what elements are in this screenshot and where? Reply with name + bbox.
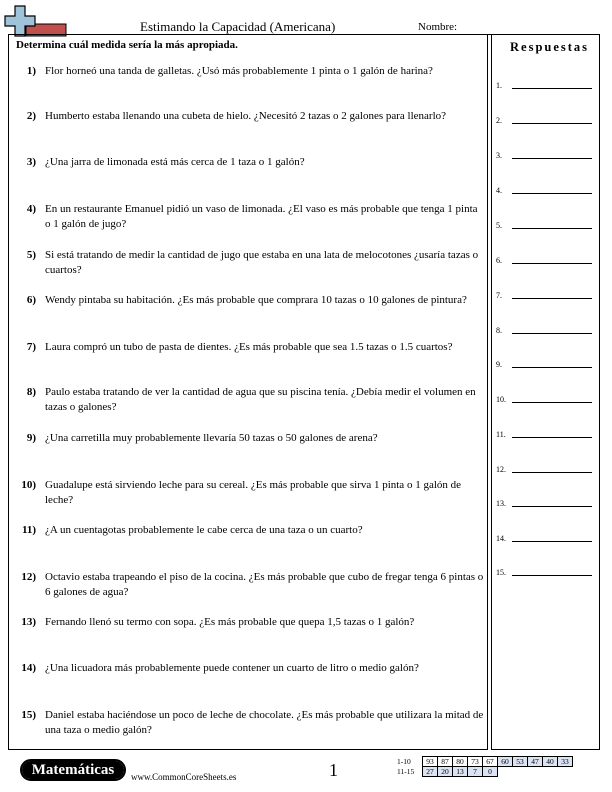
- answer-line[interactable]: [512, 88, 592, 89]
- answer-number: 1.: [496, 81, 502, 90]
- answer-line[interactable]: [512, 123, 592, 124]
- answer-line[interactable]: [512, 228, 592, 229]
- answer-number: 11.: [496, 430, 506, 439]
- answer-number: 7.: [496, 291, 502, 300]
- question-text: ¿A un cuentagotas probablemente le cabe cerca de una taza o un cuarto?: [45, 524, 363, 536]
- answer-row: [496, 216, 596, 230]
- answer-number: 6.: [496, 256, 502, 265]
- question-number: 1): [26, 65, 36, 77]
- answer-row: [496, 529, 596, 543]
- answer-line[interactable]: [512, 402, 592, 403]
- answer-row: [496, 111, 596, 125]
- question-text: Flor horneó una tanda de galletas. ¿Usó más probablemente 1 pinta o 1 galón de harina?: [45, 65, 433, 77]
- score-cell: 40: [543, 757, 558, 767]
- answer-row: [496, 321, 596, 335]
- score-row: [397, 757, 573, 767]
- question-number: 5): [26, 249, 36, 261]
- score-cell: 27: [423, 767, 438, 777]
- question-text: Paulo estaba tratando de ver la cantidad de agua que su piscina tenía. ¿Debía medir el volumen en tazas o galones?: [45, 386, 476, 413]
- question-text: Guadalupe está sirviendo leche para su cereal. ¿Es más probable que sirva 1 pinta o 1 galón de leche?: [45, 479, 462, 506]
- score-cell: 20: [438, 767, 453, 777]
- score-cell: 60: [498, 757, 513, 767]
- footer-badge: [20, 759, 126, 781]
- answer-number: 2.: [496, 116, 502, 125]
- question-number: 7): [26, 341, 36, 353]
- name-label: Nombre:: [418, 21, 458, 33]
- answer-row: [496, 494, 596, 508]
- answer-number: 14.: [496, 534, 506, 543]
- score-cell: 7: [468, 767, 483, 777]
- score-cell: 47: [528, 757, 543, 767]
- answer-number: 9.: [496, 360, 502, 369]
- answer-row: [496, 146, 596, 160]
- answers-title: Respuestas: [510, 40, 590, 54]
- question-text: ¿Una carretilla muy probablemente llevaría 50 tazas o 50 galones de arena?: [45, 432, 378, 444]
- answer-row: [496, 181, 596, 195]
- answer-line[interactable]: [512, 193, 592, 194]
- question-text: Fernando llenó su termo con sopa. ¿Es más probable que quepa 1,5 tazas o 1 galón?: [45, 616, 415, 628]
- score-cell: 67: [483, 757, 498, 767]
- instructions: Determina cuál medida sería la más apropiada.: [16, 39, 238, 51]
- question-number: 4): [26, 203, 36, 215]
- question-number: 15): [21, 709, 36, 721]
- answer-number: 12.: [496, 465, 506, 474]
- question-number: 11): [21, 524, 36, 536]
- answer-line[interactable]: [512, 472, 592, 473]
- question-text: Si está tratando de medir la cantidad de jugo que estaba en una lata de melocotones ¿usaría tazas o cuartos?: [45, 249, 479, 276]
- answer-number: 13.: [496, 499, 506, 508]
- question-number: 3): [26, 156, 36, 168]
- answer-row: [496, 460, 596, 474]
- score-cell: 0: [483, 767, 498, 777]
- answer-row: [496, 286, 596, 300]
- answer-line[interactable]: [512, 158, 592, 159]
- score-row: [397, 767, 573, 777]
- question-text: Laura compró un tubo de pasta de dientes. ¿Es más probable que sea 1.5 tazas o 1.5 cuartos?: [45, 341, 453, 353]
- question-number: 12): [21, 571, 36, 583]
- answer-line[interactable]: [512, 437, 592, 438]
- score-cell: 87: [438, 757, 453, 767]
- question-number: 13): [21, 616, 36, 628]
- score-table: [397, 756, 573, 777]
- answer-number: 8.: [496, 326, 502, 335]
- question-number: 9): [26, 432, 36, 444]
- score-cell: 73: [468, 757, 483, 767]
- question-number: 10): [21, 479, 36, 491]
- answer-row: [496, 425, 596, 439]
- score-cell: 33: [558, 757, 573, 767]
- answer-number: 4.: [496, 186, 502, 195]
- question-text: ¿Una licuadora más probablemente puede contener un cuarto de litro o medio galón?: [45, 662, 419, 674]
- question-number: 14): [21, 662, 36, 674]
- question-text: Humberto estaba llenando una cubeta de hielo. ¿Necesitó 2 tazas o 2 galones para llenarlo?: [45, 110, 447, 122]
- answer-line[interactable]: [512, 263, 592, 264]
- answer-row: [496, 390, 596, 404]
- page-title: Estimando la Capacidad (Americana): [140, 19, 336, 34]
- question-number: 6): [26, 294, 36, 306]
- score-cell: 80: [453, 757, 468, 767]
- answer-row: [496, 563, 596, 577]
- answer-row: [496, 355, 596, 369]
- answer-row: [496, 76, 596, 90]
- answer-line[interactable]: [512, 367, 592, 368]
- answer-line[interactable]: [512, 541, 592, 542]
- site-url: www.CommonCoreSheets.es: [131, 772, 237, 782]
- question-text: ¿Una jarra de limonada está más cerca de 1 taza o 1 galón?: [45, 156, 305, 168]
- answer-line[interactable]: [512, 333, 592, 334]
- score-cell: 53: [513, 757, 528, 767]
- question-text: Wendy pintaba su habitación. ¿Es más probable que comprara 10 tazas o 10 galones de pintura?: [45, 294, 467, 306]
- question-text: En un restaurante Emanuel pidió un vaso de limonada. ¿El vaso es más probable que tenga 1 pinta o 1 galón de jugo?: [45, 203, 478, 230]
- score-cell: 13: [453, 767, 468, 777]
- question-number: 8): [26, 386, 36, 398]
- answer-line[interactable]: [512, 506, 592, 507]
- question-text: Octavio estaba trapeando el piso de la cocina. ¿Es más probable que cubo de fregar tenga 6 pintas o 6 galones de agua?: [45, 571, 484, 598]
- score-row-label: 1-10: [397, 757, 411, 766]
- answer-row: [496, 251, 596, 265]
- answer-line[interactable]: [512, 575, 592, 576]
- answer-number: 3.: [496, 151, 502, 160]
- answer-number: 5.: [496, 221, 502, 230]
- answer-number: 10.: [496, 395, 506, 404]
- answer-number: 15.: [496, 568, 506, 577]
- logo: [4, 4, 68, 38]
- question-text: Daniel estaba haciéndose un poco de leche de chocolate. ¿Es más probable que utilizara la mitad de una taza o medio galón?: [45, 709, 484, 736]
- page-number: 1: [329, 760, 338, 780]
- score-row-label: 11-15: [397, 767, 415, 776]
- score-cell: 93: [423, 757, 438, 767]
- footer-badge-label: Matemáticas: [31, 762, 115, 778]
- answer-line[interactable]: [512, 298, 592, 299]
- question-number: 2): [26, 110, 36, 122]
